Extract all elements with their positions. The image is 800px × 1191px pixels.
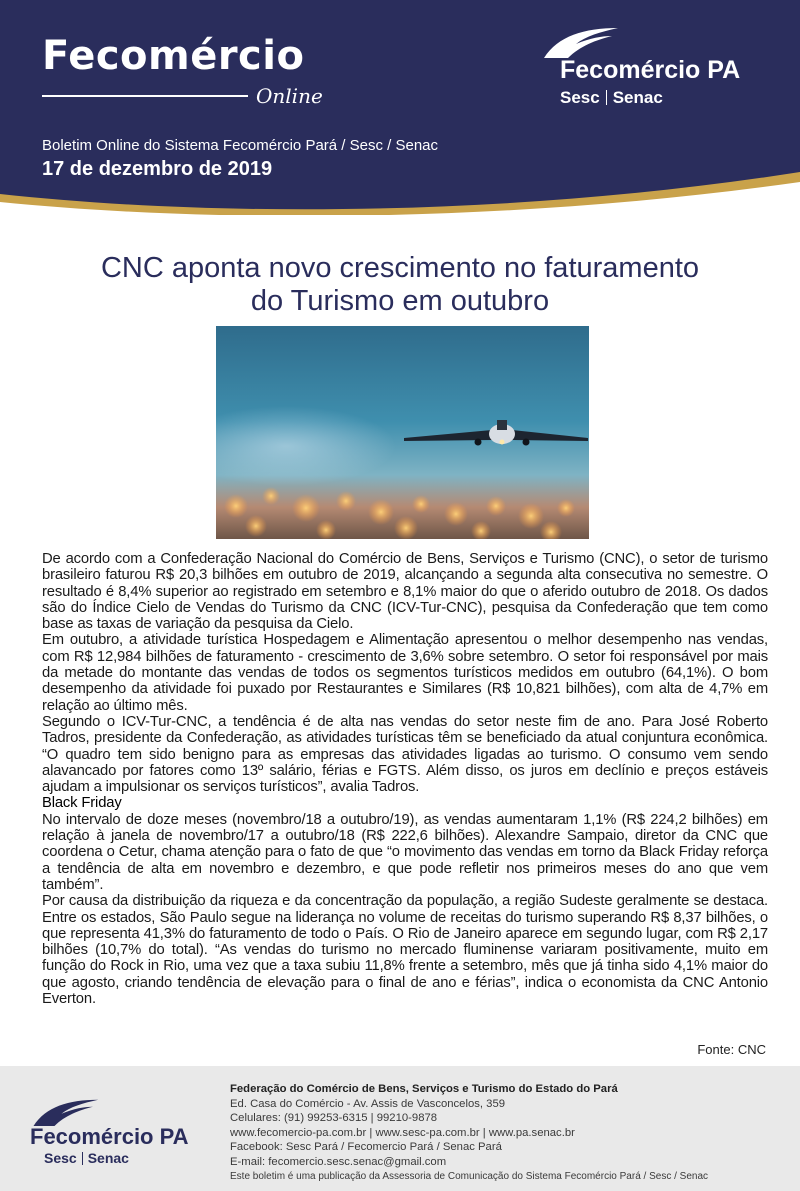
fecomercio-pa-logo [540,24,770,114]
logo-sub: Online [256,84,323,108]
article-paragraph: Por causa da distribuição da riqueza e da concentração da população, a região Sudeste geralmente se destaca. Entre os estados, São Paulo segue na liderança no volume de receitas do turismo superando R$ 8,37 bilhões, o que representa 41,3% do faturamento de todo o País. O Rio de Janeiro aparece em segundo lugar, com R$ 2,17 bilhões (10,7% do total). “As vendas do turismo no mercado fluminense variaram positivamente, muito em função do Rock in Rio, uma vez que a taxa subiu 11,8% frente a setembro, mês que já tinha sido 4,1% maior do que agosto, criando tendência de elevação para o final de ano e férias”, indica o economista da CNC Antonio Everton. [42,893,768,1008]
header-banner [0,0,800,215]
headline-line-1: CNC aponta novo crescimento no faturamento [100,252,700,284]
footer-note: Este boletim é uma publicação da Assessoria de Comunicação do Sistema Fecomércio Pará / Sesc / Senac [230,1170,709,1182]
footer [0,1066,800,1191]
article-paragraph: Em outubro, a atividade turística Hospedagem e Alimentação apresentou o melhor desempenho nas vendas, com R$ 12,984 bilhões de faturamento - crescimento de 3,6% sobre setembro. O setor foi responsável por mais da metade do montante das vendas de todos os segmentos turísticos medidos em outubro (64,1%). O bom desempenho da atividade foi puxado por Restaurantes e Similares (R$ 10,821 bilhões), com alta de 4,7% em relação ao último mês. [42,632,768,714]
headline-line-2: do Turismo em outubro [250,285,550,317]
footer-logo [30,1096,215,1166]
partner-senac: Senac [612,88,663,107]
airplane-photo [216,326,589,539]
footer-email: E-mail: fecomercio.sesc.senac@gmail.com [230,1155,447,1168]
footer-facebook: Facebook: Sesc Pará / Fecomercio Pará / Senac Pará [230,1141,502,1154]
article-headline [40,252,760,318]
article-paragraph: De acordo com a Confederação Nacional do Comércio de Bens, Serviços e Turismo (CNC), o setor de turismo brasileiro faturou R$ 20,3 bilhões em outubro de 2019, alcançando a segunda alta consecutiva no semestre. O resultado é 8,4% superior ao registrado em setembro e 8,1% maior do que o aferido outubro de 2018. Os dados são do Índice Cielo de Vendas do Turismo da CNC (ICV-Tur-CNC), pesquisa da Confederação que tem como base as taxas de variação da pesquisa da Cielo. [42,551,768,633]
logo-word: Fecomércio [42,33,305,79]
bulletin-subtitle: Boletim Online do Sistema Fecomércio Pará / Sesc / Senac [42,137,439,154]
logo-rule [42,95,248,97]
partner-sesc: Sesc [44,1150,77,1166]
article-source: Fonte: CNC [697,1042,766,1057]
footer-address: Ed. Casa do Comércio - Av. Assis de Vasconcelos, 359 [230,1097,506,1110]
footer-partners [44,1150,129,1166]
fecomercio-online-logo [42,33,323,108]
footer-org-name: Federação do Comércio de Bens, Serviços e Turismo do Estado do Pará [230,1083,618,1095]
footer-brand-name: Fecomércio PA [30,1124,189,1149]
brand-partners [560,88,663,108]
partner-divider [606,90,607,105]
partner-sesc: Sesc [560,88,600,107]
wing-icon [540,24,620,60]
bulletin-date: 17 de dezembro de 2019 [42,158,273,180]
footer-phones: Celulares: (91) 99253-6315 | 99210-9878 [230,1112,438,1125]
article-paragraph: Segundo o ICV-Tur-CNC, a tendência é de alta nas vendas do setor neste fim de ano. Para José Roberto Tadros, presidente da Confederação, as atividades turísticas têm se beneficiado da atual conjuntura econômica. “O quadro tem sido benigno para as empresas das atividades ligadas ao turismo. O consumo vem sendo alavancado por fatores como 13º salário, férias e FGTS. Além disso, os juros em declínio e preços estáveis ajudam a impulsionar os serviços turísticos”, avalia Tadros. [42,713,768,796]
partner-senac: Senac [87,1150,129,1166]
article-body [42,551,768,1007]
article-paragraph: No intervalo de doze meses (novembro/18 a outubro/19), as vendas aumentaram 1,1% (R$ 224,2 bilhões) em relação à janela de novembro/17 a outubro/18 (R$ 222,6 bilhões). Alexandre Sampaio, diretor da CNC que coordena o Cetur, chama atenção para o fato de que “o movimento das vendas em torno da Black Friday reforça a tendência de alta em novembro e dezembro, e que pode refletir nos primeiros meses do ano que vem também”. [42,811,768,893]
footer-contact-info [230,1082,790,1184]
partner-divider [82,1152,83,1165]
footer-websites: www.fecomercio-pa.com.br | www.sesc-pa.com.br | www.pa.senac.br [230,1126,575,1139]
brand-name: Fecomércio PA [560,56,741,84]
section-title: Black Friday [42,795,122,812]
header-wave [0,160,800,215]
